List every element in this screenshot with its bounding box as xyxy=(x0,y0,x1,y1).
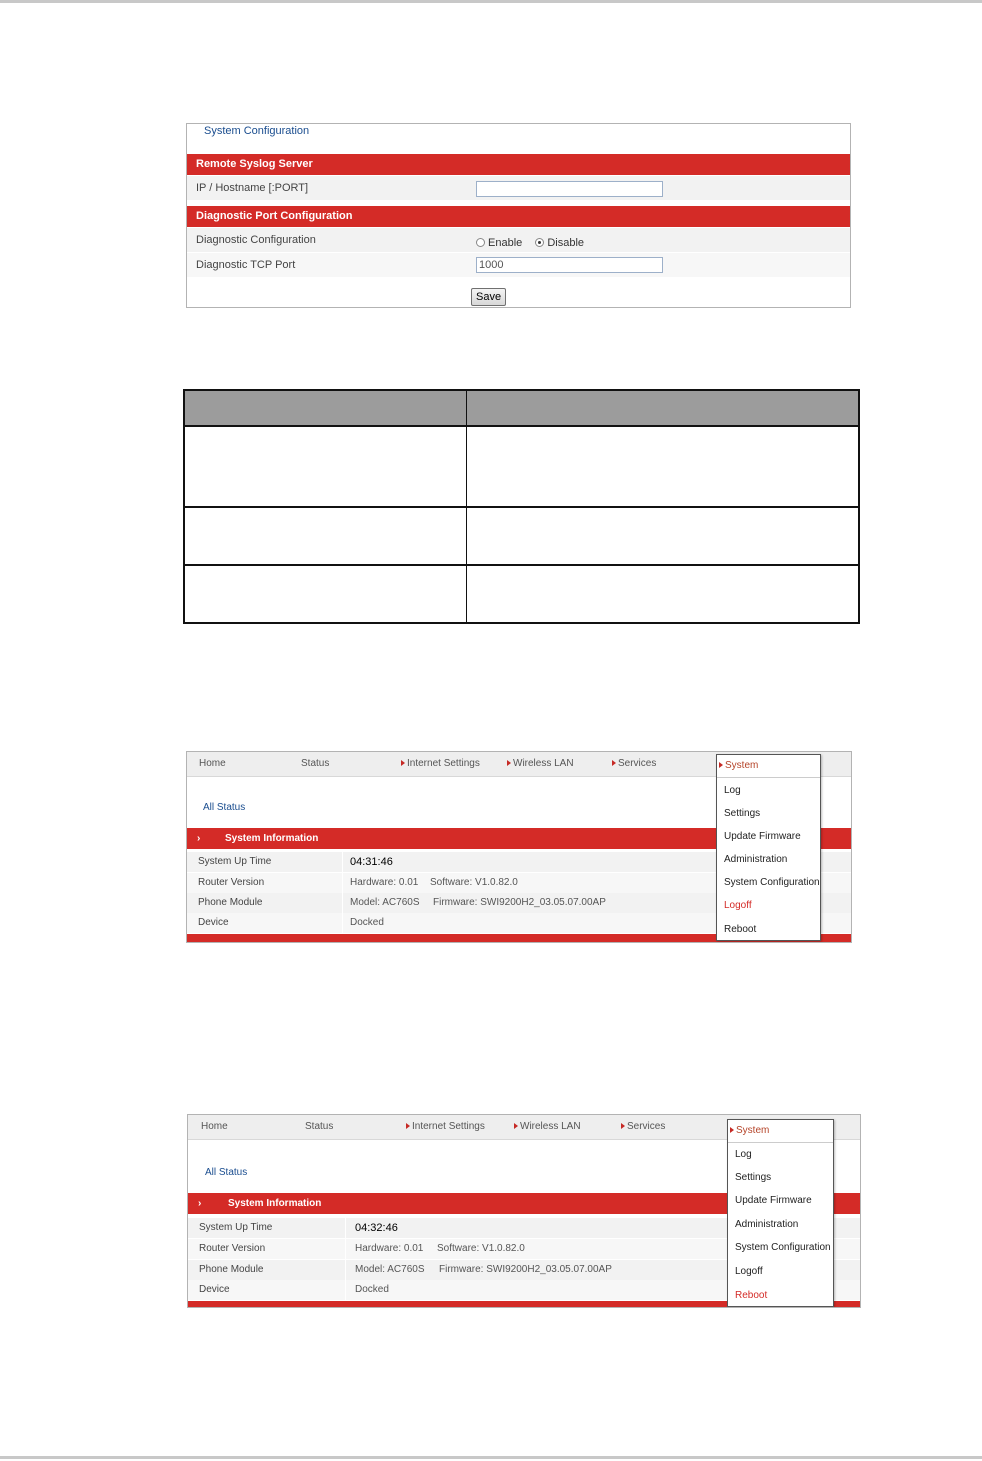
menu-item-system-configuration[interactable]: System Configuration xyxy=(735,1242,831,1253)
info-value-2: Software: V1.0.82.0 xyxy=(430,877,518,888)
nav-status[interactable]: Status xyxy=(305,1121,334,1132)
red-arrow-icon xyxy=(730,1127,734,1133)
chevron-right-icon: › xyxy=(197,833,201,844)
nav-wireless-lan[interactable]: Wireless LAN xyxy=(507,752,574,776)
ip-hostname-label: IP / Hostname [:PORT] xyxy=(196,182,309,194)
red-arrow-icon xyxy=(507,760,511,766)
table-row-divider xyxy=(185,564,858,566)
system-dropdown-menu xyxy=(727,1119,834,1307)
menu-item-reboot[interactable]: Reboot xyxy=(735,1290,768,1301)
chevron-right-icon: › xyxy=(198,1198,202,1209)
info-value-2: Software: V1.0.82.0 xyxy=(437,1243,525,1254)
red-arrow-icon xyxy=(612,760,616,766)
menu-item-administration[interactable]: Administration xyxy=(724,854,788,865)
nav-internet-settings[interactable]: Internet Settings xyxy=(406,1115,485,1139)
nav-internet-settings[interactable]: Internet Settings xyxy=(401,752,480,776)
section-remote-syslog: Remote Syslog Server xyxy=(187,154,850,175)
column-divider xyxy=(342,852,343,872)
nav-home[interactable]: Home xyxy=(199,758,226,769)
all-status-link[interactable]: All Status xyxy=(203,802,246,813)
all-status-link[interactable]: All Status xyxy=(205,1167,248,1178)
info-label: Phone Module xyxy=(199,1264,264,1275)
menu-item-reboot[interactable]: Reboot xyxy=(724,924,757,935)
red-arrow-icon xyxy=(621,1123,625,1129)
ip-hostname-input[interactable] xyxy=(476,181,663,197)
column-divider xyxy=(342,893,343,913)
menu-item-administration[interactable]: Administration xyxy=(735,1219,799,1230)
info-value: Model: AC760S xyxy=(355,1264,425,1275)
status-page-screenshot-logoff xyxy=(186,751,852,943)
nav-services[interactable]: Services xyxy=(612,752,656,776)
info-label: Phone Module xyxy=(198,897,263,908)
table-row-divider xyxy=(185,506,858,508)
section-title: System Information xyxy=(228,1198,322,1209)
disable-radio[interactable] xyxy=(535,238,544,247)
info-value-2: Firmware: SWI9200H2_03.05.07.00AP xyxy=(439,1264,612,1275)
info-value: Hardware: 0.01 xyxy=(355,1243,424,1254)
status-page-screenshot-reboot xyxy=(187,1114,861,1308)
info-value: Docked xyxy=(350,917,384,928)
menu-item-update-firmware[interactable]: Update Firmware xyxy=(735,1195,812,1206)
menu-item-log[interactable]: Log xyxy=(735,1149,752,1160)
nav-home[interactable]: Home xyxy=(201,1121,228,1132)
system-configuration-panel xyxy=(186,123,851,308)
menu-item-logoff[interactable]: Logoff xyxy=(724,900,752,911)
diagnostic-tcp-port-label: Diagnostic TCP Port xyxy=(196,259,296,271)
menu-item-settings[interactable]: Settings xyxy=(724,808,761,819)
section-title: System Information xyxy=(225,833,319,844)
menu-item-settings[interactable]: Settings xyxy=(735,1172,772,1183)
info-label: System Up Time xyxy=(199,1222,273,1233)
column-divider xyxy=(345,1280,346,1300)
info-value: Hardware: 0.01 xyxy=(350,877,419,888)
column-divider xyxy=(345,1218,346,1238)
info-value: 04:31:46 xyxy=(350,856,393,868)
info-value-2: Firmware: SWI9200H2_03.05.07.00AP xyxy=(433,897,606,908)
panel-title: System Configuration xyxy=(204,125,310,137)
red-arrow-icon xyxy=(514,1123,518,1129)
nav-wireless-lan[interactable]: Wireless LAN xyxy=(514,1115,581,1139)
info-label: Router Version xyxy=(199,1243,266,1254)
info-label: Device xyxy=(198,917,229,928)
info-label: Router Version xyxy=(198,877,265,888)
nav-services[interactable]: Services xyxy=(621,1115,665,1139)
menu-item-system-configuration[interactable]: System Configuration xyxy=(724,877,820,888)
menu-item-log[interactable]: Log xyxy=(724,785,741,796)
enable-label: Enable xyxy=(488,237,523,249)
column-divider xyxy=(345,1239,346,1259)
bottom-page-rule xyxy=(0,1456,982,1459)
column-divider xyxy=(342,873,343,893)
info-label: Device xyxy=(199,1284,230,1295)
nav-system[interactable]: System xyxy=(717,755,820,778)
column-divider xyxy=(345,1260,346,1280)
save-button[interactable]: Save xyxy=(471,288,506,306)
top-page-rule xyxy=(0,0,982,3)
info-value: 04:32:46 xyxy=(355,1222,398,1234)
menu-item-update-firmware[interactable]: Update Firmware xyxy=(724,831,801,842)
system-dropdown-menu xyxy=(716,754,821,941)
diagnostic-tcp-port-input[interactable] xyxy=(476,257,663,273)
diagnostic-configuration-label: Diagnostic Configuration xyxy=(196,234,316,246)
section-diagnostic-port: Diagnostic Port Configuration xyxy=(187,206,850,227)
menu-item-logoff[interactable]: Logoff xyxy=(735,1266,763,1277)
enable-radio[interactable] xyxy=(476,238,485,247)
column-divider xyxy=(342,913,343,933)
info-label: System Up Time xyxy=(198,856,272,867)
red-arrow-icon xyxy=(406,1123,410,1129)
info-value: Model: AC760S xyxy=(350,897,420,908)
info-value: Docked xyxy=(355,1284,389,1295)
nav-status[interactable]: Status xyxy=(301,758,330,769)
table-header xyxy=(185,391,858,427)
parameter-table xyxy=(183,389,860,624)
diagnostic-radio-group xyxy=(476,236,584,250)
nav-system[interactable]: System xyxy=(728,1120,833,1143)
red-arrow-icon xyxy=(719,762,723,768)
disable-label: Disable xyxy=(547,237,585,249)
red-arrow-icon xyxy=(401,760,405,766)
